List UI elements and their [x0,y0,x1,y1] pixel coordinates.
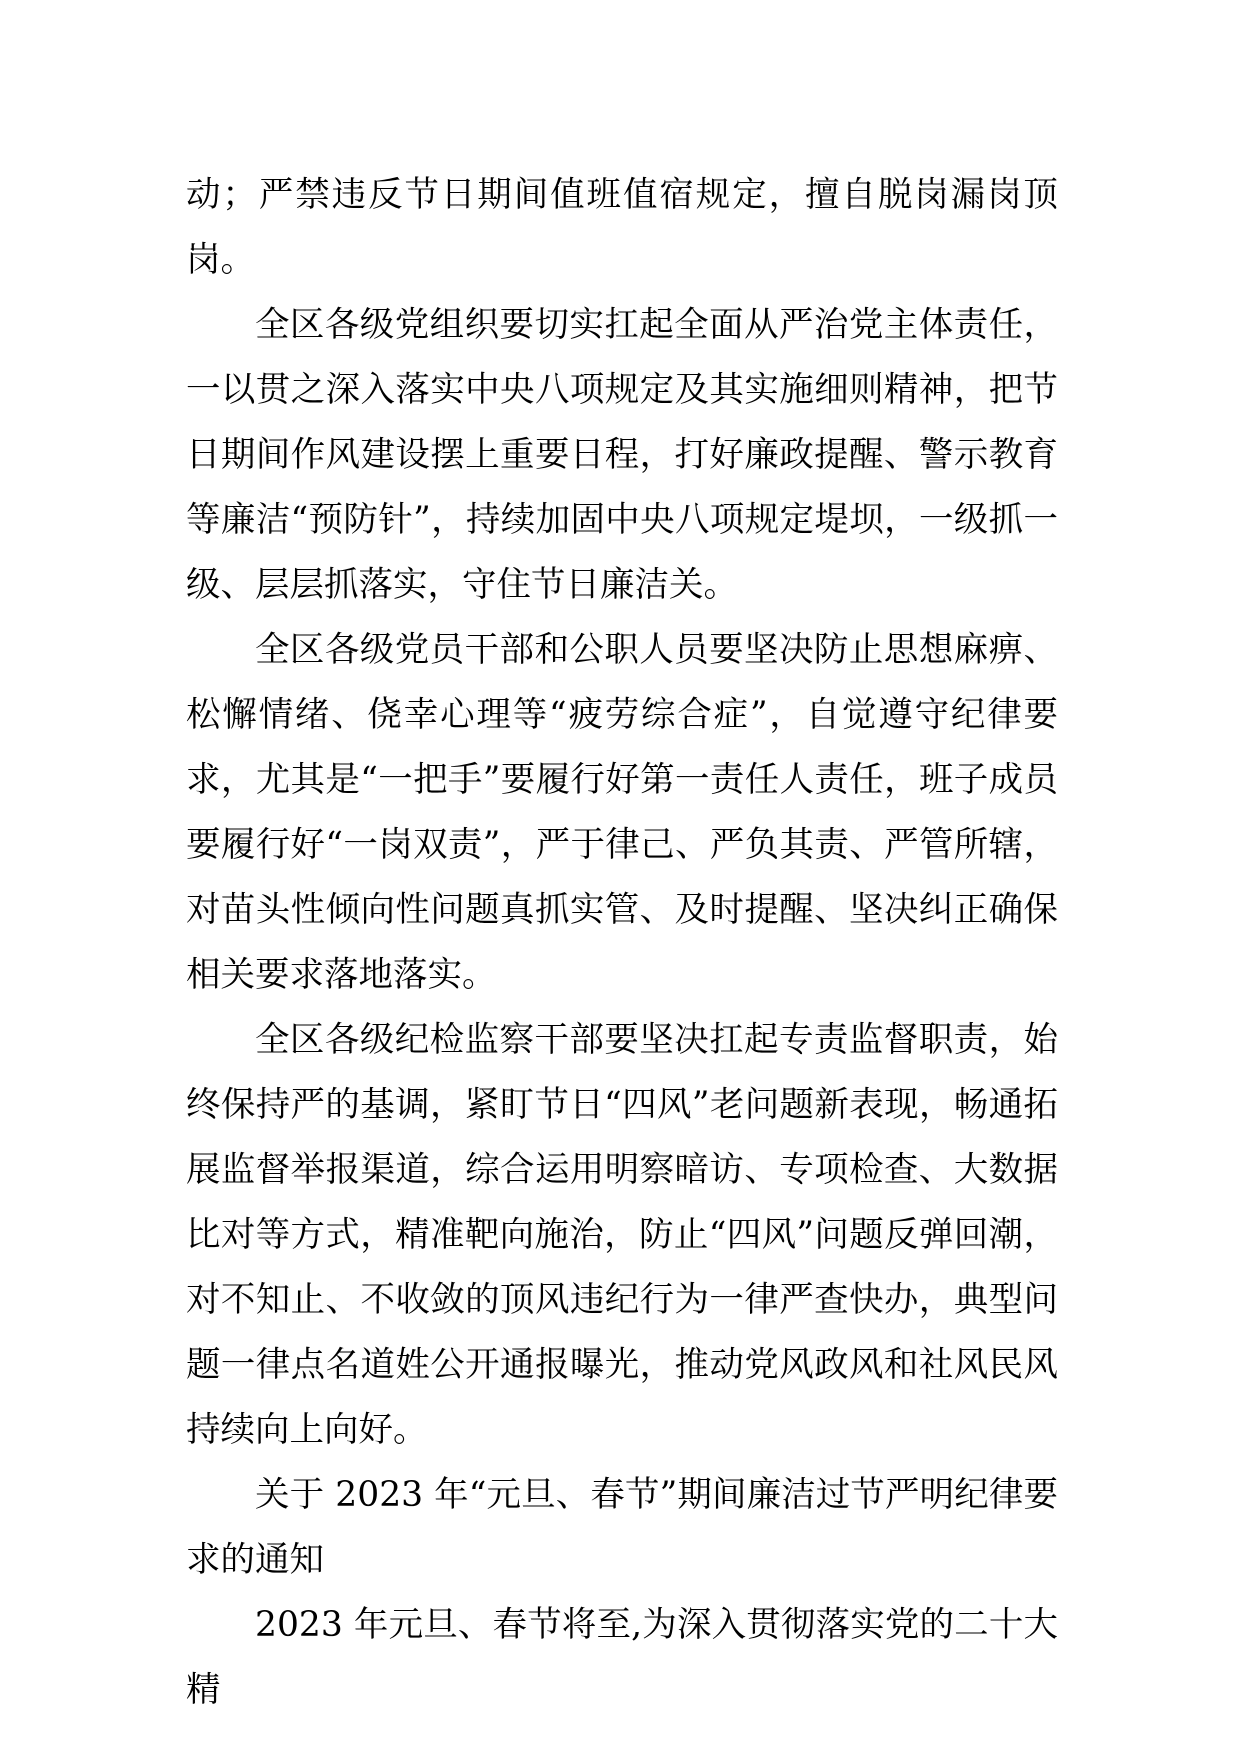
paragraph-party-members: 全区各级党员干部和公职人员要坚决防止思想麻痹、松懈情绪、侥幸心理等“疲劳综合症”，自觉遵守纪律要求，尤其是“一把手”要履行好第一责任人责任，班子成员要履行好“一岗双责”，严于律己、严负其责、严管所辖，对苗头性倾向性问题真抓实管、及时提醒、坚决纠正确保相关要求落地落实。 [186,630,1058,995]
document-page [186,163,1058,1723]
paragraph-party-organizations: 全区各级党组织要切实扛起全面从严治党主体责任，一以贯之深入落实中央八项规定及其实施细则精神，把节日期间作风建设摆上重要日程，打好廉政提醒、警示教育等廉洁“预防针”，持续加固中央八项规定堤坝，一级抓一级、层层抓落实，守住节日廉洁关。 [186,305,1058,605]
paragraph-notice-opening: 2023 年元旦、春节将至,为深入贯彻落实党的二十大精 [186,1605,1058,1710]
notice-title-paragraph: 关于 2023 年“元旦、春节”期间廉洁过节严明纪律要求的通知 [186,1475,1058,1580]
paragraph-continuation: 动；严禁违反节日期间值班值宿规定，擅自脱岗漏岗顶岗。 [186,175,1058,280]
paragraph-discipline-inspectors: 全区各级纪检监察干部要坚决扛起专责监督职责，始终保持严的基调，紧盯节日“四风”老问题新表现，畅通拓展监督举报渠道，综合运用明察暗访、专项检查、大数据比对等方式，精准靶向施治，防止“四风”问题反弹回潮，对不知止、不收敛的顶风违纪行为一律严查快办，典型问题一律点名道姓公开通报曝光，推动党风政风和社风民风持续向上向好。 [186,1020,1058,1450]
